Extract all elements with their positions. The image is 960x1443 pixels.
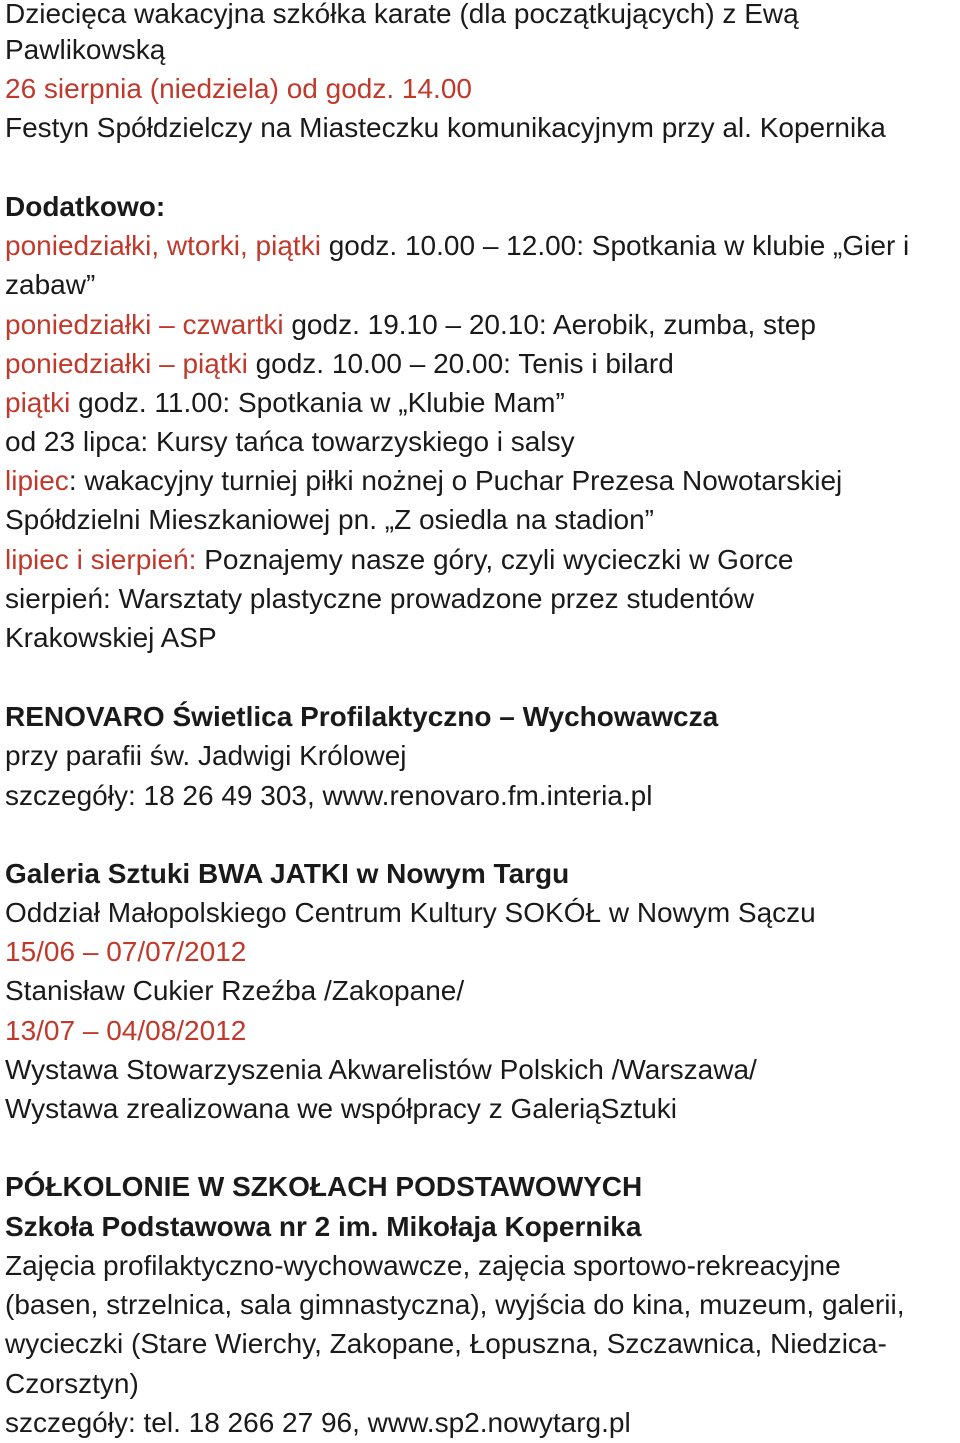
schedule-row-4 — [5, 385, 565, 421]
schedule-row-3 — [5, 346, 674, 382]
exhibition-title-2: Wystawa Stowarzyszenia Akwarelistów Polskich /Warszawa/ — [5, 1054, 757, 1085]
renovaro-location: przy parafii św. Jadwigi Królowej — [5, 740, 407, 771]
exhibition-note-2: Wystawa zrealizowana we współpracy z GaleriąSztuki — [5, 1093, 677, 1124]
schedule-activity: : wakacyjny turniej piłki nożnej o Puchar Prezesa Nowotarskiej — [68, 465, 843, 496]
school-name: Szkoła Podstawowa nr 2 im. Mikołaja Kopernika — [5, 1211, 642, 1242]
bwa-department: Oddział Małopolskiego Centrum Kultury SOKÓŁ w Nowym Sączu — [5, 897, 816, 928]
schedule-days: poniedziałki, wtorki, piątki — [5, 230, 321, 261]
festyn-description: Festyn Spółdzielczy na Miasteczku komunikacyjnym przy al. Kopernika — [5, 112, 886, 143]
schedule-days: lipiec i sierpień: — [5, 544, 197, 575]
schedule-row-5: od 23 lipca: Kursy tańca towarzyskiego i salsy — [5, 426, 575, 457]
schedule-row-1 — [5, 228, 909, 264]
karate-line-2: Pawlikowską — [5, 34, 166, 65]
schedule-row-1-cont: zabaw” — [5, 269, 96, 300]
renovaro-contact: szczegóły: 18 26 49 303, www.renovaro.fm.interia.pl — [5, 780, 653, 811]
schedule-days: lipiec — [5, 465, 69, 496]
polkolonie-desc-2: (basen, strzelnica, sala gimnastyczna), wyjścia do kina, muzeum, galerii, — [5, 1289, 905, 1320]
exhibition-date-1: 15/06 – 07/07/2012 — [5, 936, 247, 967]
schedule-activity: godz. 11.00: Spotkania w „Klubie Mam” — [70, 387, 565, 418]
polkolonie-desc-4: Czorsztyn) — [5, 1368, 139, 1399]
schedule-row-2 — [5, 307, 816, 343]
renovaro-heading: RENOVARO Świetlica Profilaktyczno – Wychowawcza — [5, 701, 719, 732]
schedule-days: piątki — [5, 387, 71, 418]
schedule-row-6 — [5, 463, 842, 499]
karate-line-1: Dziecięca wakacyjna szkółka karate (dla początkujących) z Ewą — [5, 0, 799, 29]
dodatkowo-heading: Dodatkowo: — [5, 191, 166, 222]
schedule-activity: godz. 10.00 – 12.00: Spotkania w klubie „Gier i — [320, 230, 910, 261]
schedule-activity: godz. 19.10 – 20.10: Aerobik, zumba, step — [283, 309, 816, 340]
schedule-row-6-cont: Spółdzielni Mieszkaniowej pn. „Z osiedla na stadion” — [5, 504, 655, 535]
polkolonie-desc-1: Zajęcia profilaktyczno-wychowawcze, zajęcia sportowo-rekreacyjne — [5, 1250, 841, 1281]
polkolonie-contact: szczegóły: tel. 18 266 27 96, www.sp2.nowytarg.pl — [5, 1407, 631, 1438]
schedule-activity: Poznajemy nasze góry, czyli wycieczki w Gorce — [196, 544, 794, 575]
schedule-days: poniedziałki – czwartki — [5, 309, 284, 340]
exhibition-title-1: Stanisław Cukier Rzeźba /Zakopane/ — [5, 975, 465, 1006]
schedule-row-7 — [5, 542, 793, 578]
exhibition-date-2: 13/07 – 04/08/2012 — [5, 1015, 247, 1046]
schedule-activity: godz. 10.00 – 20.00: Tenis i bilard — [247, 348, 674, 379]
polkolonie-desc-3: wycieczki (Stare Wierchy, Zakopane, Łopuszna, Szczawnica, Niedzica- — [5, 1328, 887, 1359]
schedule-row-8: sierpień: Warsztaty plastyczne prowadzone przez studentów — [5, 583, 755, 614]
schedule-row-8-cont: Krakowskiej ASP — [5, 622, 217, 653]
festyn-date: 26 sierpnia (niedziela) od godz. 14.00 — [5, 73, 472, 104]
schedule-days: poniedziałki – piątki — [5, 348, 248, 379]
bwa-heading: Galeria Sztuki BWA JATKI w Nowym Targu — [5, 858, 570, 889]
polkolonie-heading: PÓŁKOLONIE W SZKOŁACH PODSTAWOWYCH — [5, 1171, 643, 1202]
